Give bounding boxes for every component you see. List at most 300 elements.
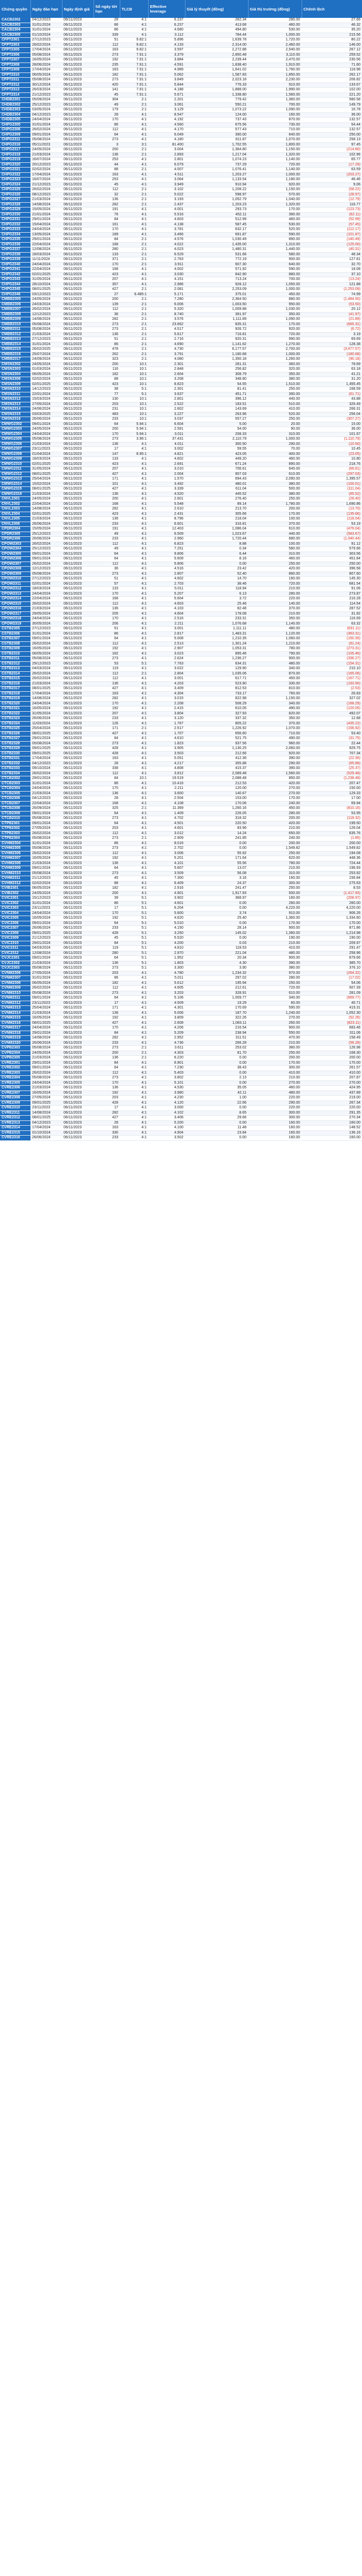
conversion-ratio-cell: 4:1 xyxy=(120,611,148,617)
table-row xyxy=(0,472,362,477)
days-to-maturity-cell: 112 xyxy=(94,601,120,607)
warrant-code-cell: CFPT2314 xyxy=(0,92,30,98)
warrant-code-cell: CVIC2308 xyxy=(0,931,30,936)
maturity-date-cell: 24/05/2024 xyxy=(30,1051,62,1056)
conversion-ratio-cell: 2:1 xyxy=(120,287,148,293)
warrant-code-cell: CVHM2306 xyxy=(0,851,30,856)
theoretical-price-cell: 776.33 xyxy=(185,82,248,88)
table-row xyxy=(0,906,362,911)
maturity-date-cell: 17/04/2024 xyxy=(30,691,62,697)
theoretical-price-cell: 390.00 xyxy=(185,132,248,138)
conversion-ratio-cell: 4:1 xyxy=(120,577,148,582)
maturity-date-cell: 15/05/2024 xyxy=(30,207,62,213)
maturity-date-cell: 12/12/2023 xyxy=(30,312,62,317)
effective-leverage-cell: 2.201 xyxy=(148,98,185,103)
theoretical-price-cell: 0.03 xyxy=(185,941,248,946)
maturity-date-cell: 08/01/2025 xyxy=(30,287,62,293)
effective-leverage-cell: 3.061 xyxy=(148,102,185,108)
effective-leverage-cell: 2.763 xyxy=(148,257,185,263)
days-to-maturity-cell: 427 xyxy=(94,487,120,492)
conversion-ratio-cell: 2:1 xyxy=(120,297,148,303)
maturity-date-cell: 31/01/2024 xyxy=(30,23,62,28)
conversion-ratio-cell: 8.95:1 xyxy=(120,452,148,457)
theoretical-price-cell: 54.00 xyxy=(185,427,248,432)
valuation-date-cell: 06/11/2023 xyxy=(62,292,94,297)
valuation-date-cell: 06/11/2023 xyxy=(62,447,94,452)
days-to-maturity-cell: 112 xyxy=(94,671,120,677)
market-price-cell: 210.00 xyxy=(248,1076,302,1081)
days-to-maturity-cell: 84 xyxy=(94,1061,120,1066)
theoretical-price-cell: 1,702.55 xyxy=(185,142,248,148)
valuation-date-cell: 06/11/2023 xyxy=(62,806,94,812)
maturity-date-cell: 26/02/2024 xyxy=(30,542,62,547)
conversion-ratio-cell: 5:1 xyxy=(120,941,148,946)
theoretical-price-cell: 327.93 xyxy=(185,711,248,716)
theoretical-price-cell: 607.30 xyxy=(185,262,248,267)
warrant-code-cell: CSTB2325 xyxy=(0,726,30,732)
conversion-ratio-cell: 10:1 xyxy=(120,407,148,412)
table-row xyxy=(0,1011,362,1016)
table-row xyxy=(0,492,362,497)
conversion-ratio-cell: 4:1 xyxy=(120,18,148,23)
days-to-maturity-cell: 84 xyxy=(94,1031,120,1036)
market-price-cell: 590.00 xyxy=(248,267,302,273)
days-to-maturity-cell: 428 xyxy=(94,746,120,752)
market-price-cell: 1,549.82 xyxy=(248,846,302,851)
valuation-date-cell: 06/11/2023 xyxy=(62,661,94,667)
valuation-date-cell: 06/11/2023 xyxy=(62,307,94,313)
conversion-ratio-cell: 4:1 xyxy=(120,587,148,592)
warrant-code-cell: CPOW2310 xyxy=(0,577,30,582)
difference-cell: 37.10 xyxy=(302,272,362,277)
market-price-cell: 350.00 xyxy=(248,716,302,722)
maturity-date-cell: 29/12/2023 xyxy=(30,661,62,667)
difference-cell: 18.08 xyxy=(302,267,362,273)
conversion-ratio-cell: 2:1 xyxy=(120,836,148,842)
conversion-ratio-cell: 4:1 xyxy=(120,581,148,587)
market-price-cell: 370.00 xyxy=(248,522,302,527)
valuation-date-cell: 06/11/2023 xyxy=(62,901,94,906)
effective-leverage-cell: 6.823 xyxy=(148,542,185,547)
valuation-date-cell: 06/11/2023 xyxy=(62,926,94,931)
valuation-date-cell: 06/11/2023 xyxy=(62,1116,94,1121)
market-price-cell: 1,990.00 xyxy=(248,88,302,93)
maturity-date-cell: 14/08/2024 xyxy=(30,1036,62,1041)
table-row xyxy=(0,1006,362,1011)
warrant-code-cell: CHPG2316 xyxy=(0,142,30,148)
market-price-cell: 340.00 xyxy=(248,701,302,707)
warrant-code-cell: CVRE2315 xyxy=(0,1130,30,1136)
table-row xyxy=(0,257,362,263)
maturity-date-cell: 05/08/2024 xyxy=(30,322,62,327)
theoretical-price-cell: 256.82 xyxy=(185,367,248,372)
conversion-ratio-cell: 4:1 xyxy=(120,756,148,762)
maturity-date-cell: 05/08/2024 xyxy=(30,138,62,143)
table-row xyxy=(0,611,362,617)
days-to-maturity-cell: 171 xyxy=(94,477,120,482)
days-to-maturity-cell: 28 xyxy=(94,761,120,766)
theoretical-price-cell: 611.04 xyxy=(185,487,248,492)
conversion-ratio-cell: 4:1 xyxy=(120,492,148,497)
table-row xyxy=(0,452,362,457)
valuation-date-cell: 06/11/2023 xyxy=(62,43,94,48)
conversion-ratio-cell: 4:1 xyxy=(120,607,148,612)
conversion-ratio-cell: 4:1 xyxy=(120,477,148,482)
difference-cell: 74.99 xyxy=(302,292,362,297)
theoretical-price-cell: 634.31 xyxy=(185,661,248,667)
effective-leverage-cell: 3.949 xyxy=(148,182,185,188)
conversion-ratio-cell: 4:1 xyxy=(120,1021,148,1026)
days-to-maturity-cell: 168 xyxy=(94,597,120,602)
difference-cell: (91.24) xyxy=(302,641,362,647)
market-price-cell: 520.00 xyxy=(248,412,302,417)
conversion-ratio-cell: 4:1 xyxy=(120,891,148,896)
difference-cell: 129.33 xyxy=(302,791,362,796)
conversion-ratio-cell: 7.91:1 xyxy=(120,82,148,88)
valuation-date-cell: 06/11/2023 xyxy=(62,866,94,871)
conversion-ratio-cell: 7.91:1 xyxy=(120,78,148,83)
difference-cell: (665.31) xyxy=(302,322,362,327)
warrant-code-cell: CMWG2303 xyxy=(0,427,30,432)
valuation-date-cell: 06/11/2023 xyxy=(62,811,94,816)
effective-leverage-cell: 6.237 xyxy=(148,23,185,28)
effective-leverage-cell: 3.102 xyxy=(148,188,185,193)
valuation-date-cell: 06/11/2023 xyxy=(62,442,94,447)
warrant-code-cell: CHPG2339 xyxy=(0,257,30,263)
difference-cell: 54.44 xyxy=(302,122,362,128)
maturity-date-cell: 24/04/2024 xyxy=(30,118,62,123)
conversion-ratio-cell: 2:1 xyxy=(120,148,148,153)
conversion-ratio-cell: 4:1 xyxy=(120,996,148,1001)
difference-cell: 9.06 xyxy=(302,182,362,188)
table-row xyxy=(0,756,362,762)
conversion-ratio-cell: 2:1 xyxy=(120,337,148,342)
maturity-date-cell: 21/03/2024 xyxy=(30,492,62,497)
table-row xyxy=(0,48,362,53)
days-to-maturity-cell: 200 xyxy=(94,297,120,303)
effective-leverage-cell: 4.904 xyxy=(148,1130,185,1136)
days-to-maturity-cell: 112 xyxy=(94,542,120,547)
maturity-date-cell: 08/01/2025 xyxy=(30,1021,62,1026)
warrant-code-cell: CSTB2311 xyxy=(0,657,30,662)
difference-cell: 199.50 xyxy=(302,821,362,826)
difference-cell: (105.46) xyxy=(302,651,362,657)
days-to-maturity-cell: 200 xyxy=(94,497,120,502)
valuation-date-cell: 06/11/2023 xyxy=(62,267,94,273)
conversion-ratio-cell: 4:1 xyxy=(120,562,148,567)
theoretical-price-cell: 337.32 xyxy=(185,716,248,722)
maturity-date-cell: 16/05/2024 xyxy=(30,916,62,921)
difference-cell: (1,238.48) xyxy=(302,776,362,782)
warrant-code-cell: CACB2303 xyxy=(0,23,30,28)
effective-leverage-cell: 2.986 xyxy=(148,282,185,287)
table-row xyxy=(0,397,362,402)
days-to-maturity-cell: 136 xyxy=(94,442,120,447)
table-row xyxy=(0,482,362,487)
maturity-date-cell: 27/12/2023 xyxy=(30,38,62,43)
effective-leverage-cell: 1.823 xyxy=(148,741,185,746)
effective-leverage-cell: 2.604 xyxy=(148,372,185,377)
difference-cell: (57.45) xyxy=(302,222,362,227)
valuation-date-cell: 06/11/2023 xyxy=(62,1071,94,1076)
valuation-date-cell: 06/11/2023 xyxy=(62,18,94,23)
market-price-cell: 380.00 xyxy=(248,492,302,497)
conversion-ratio-cell: 4:1 xyxy=(120,122,148,128)
days-to-maturity-cell: 147 xyxy=(94,452,120,457)
conversion-ratio-cell: 4:1 xyxy=(120,132,148,138)
maturity-date-cell: 21/03/2024 xyxy=(30,332,62,337)
difference-cell: 136.16 xyxy=(302,1130,362,1136)
market-price-cell: 440.00 xyxy=(248,397,302,402)
theoretical-price-cell: 1,203.27 xyxy=(185,172,248,178)
warrant-code-cell: CHPG2311 xyxy=(0,138,30,143)
valuation-date-cell: 06/11/2023 xyxy=(62,1051,94,1056)
effective-leverage-cell: 2.804 xyxy=(148,671,185,677)
conversion-ratio-cell: 2:1 xyxy=(120,237,148,243)
market-price-cell: 1,360.00 xyxy=(248,98,302,103)
table-row xyxy=(0,647,362,652)
maturity-date-cell: 27/05/2024 xyxy=(30,826,62,832)
theoretical-price-cell: 178.08 xyxy=(185,611,248,617)
maturity-date-cell: 23/11/2023 xyxy=(30,1001,62,1006)
warrant-code-cell: CHPG2332 xyxy=(0,222,30,227)
maturity-date-cell: 31/05/2024 xyxy=(30,467,62,472)
maturity-date-cell: 05/08/2024 xyxy=(30,327,62,333)
conversion-ratio-cell: 4:1 xyxy=(120,871,148,876)
difference-cell: 126.04 xyxy=(302,826,362,832)
market-price-cell: 900.00 xyxy=(248,956,302,961)
market-price-cell: 320.00 xyxy=(248,367,302,372)
conversion-ratio-cell: 4:1 xyxy=(120,222,148,227)
maturity-date-cell: 05/08/2024 xyxy=(30,657,62,662)
theoretical-price-cell: 322.26 xyxy=(185,1016,248,1021)
warrant-code-cell: CVRE2301 xyxy=(0,1061,30,1066)
valuation-date-cell: 06/11/2023 xyxy=(62,846,94,851)
valuation-date-cell: 06/11/2023 xyxy=(62,432,94,437)
table-row xyxy=(0,68,362,73)
warrant-code-cell: CMWG2312 xyxy=(0,472,30,477)
effective-leverage-cell: 2.004 xyxy=(148,472,185,477)
valuation-date-cell: 06/11/2023 xyxy=(62,891,94,896)
table-row xyxy=(0,562,362,567)
difference-cell: 3.19 xyxy=(302,332,362,337)
valuation-date-cell: 06/11/2023 xyxy=(62,597,94,602)
effective-leverage-cell: 3.012 xyxy=(148,831,185,836)
market-price-cell: 900.00 xyxy=(248,657,302,662)
conversion-ratio-cell: 4:1 xyxy=(120,751,148,756)
effective-leverage-cell: 3.611 xyxy=(148,1046,185,1051)
difference-cell: (13.24) xyxy=(302,277,362,283)
difference-cell: 270.00 xyxy=(302,1081,362,1086)
conversion-ratio-cell: 4:1 xyxy=(120,542,148,547)
conversion-ratio-cell: 4:1 xyxy=(120,851,148,856)
market-price-cell: 350.00 xyxy=(248,372,302,377)
table-row xyxy=(0,497,362,502)
table-row xyxy=(0,851,362,856)
conversion-ratio-cell: 4:1 xyxy=(120,597,148,602)
valuation-date-cell: 06/11/2023 xyxy=(62,911,94,916)
theoretical-price-cell: 1,035.06 xyxy=(185,671,248,677)
theoretical-price-cell: 293.73 xyxy=(185,207,248,213)
difference-cell: 724.44 xyxy=(302,861,362,866)
table-row xyxy=(0,801,362,806)
theoretical-price-cell: 451.71 xyxy=(185,392,248,397)
theoretical-price-cell: 0.00 xyxy=(185,921,248,926)
warrant-code-cell: CVIC2309 xyxy=(0,936,30,941)
conversion-ratio-cell: 4:1 xyxy=(120,547,148,552)
days-to-maturity-cell: 133 xyxy=(94,457,120,462)
market-price-cell: 870.00 xyxy=(248,118,302,123)
effective-leverage-cell: 3.022 xyxy=(148,667,185,672)
table-row xyxy=(0,921,362,926)
conversion-ratio-cell: 4:1 xyxy=(120,1116,148,1121)
maturity-date-cell: 26/02/2024 xyxy=(30,851,62,856)
effective-leverage-cell: 12.403 xyxy=(148,527,185,532)
valuation-date-cell: 06/11/2023 xyxy=(62,477,94,482)
effective-leverage-cell: 4.133 xyxy=(148,43,185,48)
theoretical-price-cell: 1,130.25 xyxy=(185,746,248,752)
difference-cell: (90.18) xyxy=(302,357,362,362)
days-to-maturity-cell: 273 xyxy=(94,138,120,143)
market-price-cell: 450.00 xyxy=(248,292,302,297)
valuation-date-cell: 06/11/2023 xyxy=(62,277,94,283)
market-price-cell: 170.00 xyxy=(248,322,302,327)
conversion-ratio-cell: 10:1 xyxy=(120,362,148,367)
theoretical-price-cell: 241.85 xyxy=(185,836,248,842)
table-row xyxy=(0,467,362,472)
difference-cell: 253.92 xyxy=(302,871,362,876)
effective-leverage-cell: 4.080 xyxy=(148,357,185,362)
days-to-maturity-cell: 133 xyxy=(94,587,120,592)
market-price-cell: 250.00 xyxy=(248,497,302,502)
market-price-cell: 710.00 xyxy=(248,731,302,736)
effective-leverage-cell: 3.250 xyxy=(148,931,185,936)
effective-leverage-cell: 3.193 xyxy=(148,198,185,203)
maturity-date-cell: 24/05/2024 xyxy=(30,891,62,896)
theoretical-price-cell: 910.94 xyxy=(185,182,248,188)
conversion-ratio-cell: 10:1 xyxy=(120,412,148,417)
conversion-ratio-cell: 5:1 xyxy=(120,936,148,941)
table-row xyxy=(0,956,362,961)
market-price-cell: 2,460.00 xyxy=(248,43,302,48)
valuation-date-cell: 06/11/2023 xyxy=(62,1001,94,1006)
valuation-date-cell: 06/11/2023 xyxy=(62,297,94,303)
theoretical-price-cell: 512.99 xyxy=(185,217,248,223)
header-days-to-maturity: Số ngày tới hạn xyxy=(94,0,120,18)
warrant-code-cell: CPOW2308 xyxy=(0,567,30,572)
effective-leverage-cell: 3.503 xyxy=(148,751,185,756)
market-price-cell: 340.00 xyxy=(248,667,302,672)
market-price-cell: 720.00 xyxy=(248,986,302,991)
valuation-date-cell: 06/11/2023 xyxy=(62,412,94,417)
market-price-cell: 1,150.00 xyxy=(248,188,302,193)
warrant-code-cell: CHPG2324 xyxy=(0,182,30,188)
difference-cell: (336.27) xyxy=(302,657,362,662)
effective-leverage-cell: 4.303 xyxy=(148,1051,185,1056)
maturity-date-cell: 21/03/2024 xyxy=(30,861,62,866)
market-price-cell: 350.00 xyxy=(248,312,302,317)
maturity-date-cell: 26/02/2024 xyxy=(30,128,62,133)
valuation-date-cell: 06/11/2023 xyxy=(62,886,94,891)
conversion-ratio-cell: 5:1 xyxy=(120,387,148,392)
difference-cell: 200.00 xyxy=(302,841,362,846)
difference-cell: 200.00 xyxy=(302,1056,362,1061)
market-price-cell: 60.00 xyxy=(248,1001,302,1006)
market-price-cell: 990.00 xyxy=(248,337,302,342)
warrant-code-cell: CTCB2307 xyxy=(0,801,30,806)
valuation-date-cell: 06/11/2023 xyxy=(62,367,94,372)
days-to-maturity-cell: 282 xyxy=(94,1110,120,1116)
conversion-ratio-cell: 7.91:1 xyxy=(120,68,148,73)
warrant-code-cell: CVHM2305 xyxy=(0,846,30,851)
maturity-date-cell: 27/05/2024 xyxy=(30,402,62,407)
difference-cell: 54.06 xyxy=(302,981,362,986)
warrant-code-cell: CMSN2303 xyxy=(0,367,30,372)
theoretical-price-cell: 262.34 xyxy=(185,18,248,23)
difference-cell: (118.32) xyxy=(302,816,362,822)
theoretical-price-cell: 263.96 xyxy=(185,412,248,417)
theoretical-price-cell: 811.87 xyxy=(185,138,248,143)
days-to-maturity-cell: 130 xyxy=(94,397,120,402)
days-to-maturity-cell: 64 xyxy=(94,821,120,826)
market-price-cell: 340.00 xyxy=(248,996,302,1001)
warrant-code-cell: CSTB2334 xyxy=(0,771,30,776)
days-to-maturity-cell: 427 xyxy=(94,1021,120,1026)
maturity-date-cell: 21/03/2024 xyxy=(30,152,62,158)
difference-cell: 326.49 xyxy=(302,402,362,407)
theoretical-price-cell: 0.00 xyxy=(185,1056,248,1061)
warrant-code-cell: CVRE2308 xyxy=(0,1096,30,1101)
theoretical-price-cell: 212.66 xyxy=(185,751,248,756)
theoretical-price-cell: 29.66 xyxy=(185,1116,248,1121)
maturity-date-cell: 09/01/2024 xyxy=(30,866,62,871)
difference-cell: 78.69 xyxy=(302,362,362,367)
days-to-maturity-cell: 170 xyxy=(94,1026,120,1031)
effective-leverage-cell: 3.409 xyxy=(148,687,185,692)
maturity-date-cell: 21/03/2024 xyxy=(30,1056,62,1061)
table-row xyxy=(0,951,362,956)
table-row xyxy=(0,751,362,756)
difference-cell: (65.52) xyxy=(302,492,362,497)
days-to-maturity-cell: 330 xyxy=(94,1130,120,1136)
conversion-ratio-cell: 4:1 xyxy=(120,1081,148,1086)
days-to-maturity-cell: 206 xyxy=(94,621,120,627)
conversion-ratio-cell: 4:1 xyxy=(120,707,148,712)
valuation-date-cell: 06/11/2023 xyxy=(62,557,94,562)
theoretical-price-cell: 1,009.77 xyxy=(185,996,248,1001)
difference-cell: 190.00 xyxy=(302,936,362,941)
theoretical-price-cell: 0.00 xyxy=(185,1061,248,1066)
days-to-maturity-cell: 86 xyxy=(94,631,120,637)
theoretical-price-cell: 55.56 xyxy=(185,861,248,866)
effective-leverage-cell: 4.188 xyxy=(148,88,185,93)
table-row xyxy=(0,572,362,577)
days-to-maturity-cell: 51 xyxy=(94,627,120,632)
market-price-cell: 530.00 xyxy=(248,222,302,227)
conversion-ratio-cell: 5:1 xyxy=(120,392,148,397)
header-warrant-code: Chứng quyền xyxy=(0,0,30,18)
theoretical-price-cell: 241.47 xyxy=(185,886,248,891)
theoretical-price-cell: 308.79 xyxy=(185,372,248,377)
theoretical-price-cell: 212.53 xyxy=(185,781,248,786)
effective-leverage-cell: 4.576 xyxy=(148,237,185,243)
maturity-date-cell: 25/12/2023 xyxy=(30,532,62,537)
days-to-maturity-cell: 253 xyxy=(94,158,120,163)
conversion-ratio-cell: 4:1 xyxy=(120,447,148,452)
maturity-date-cell: 24/05/2024 xyxy=(30,297,62,303)
effective-leverage-cell: 4.516 xyxy=(148,567,185,572)
valuation-date-cell: 06/11/2023 xyxy=(62,28,94,33)
